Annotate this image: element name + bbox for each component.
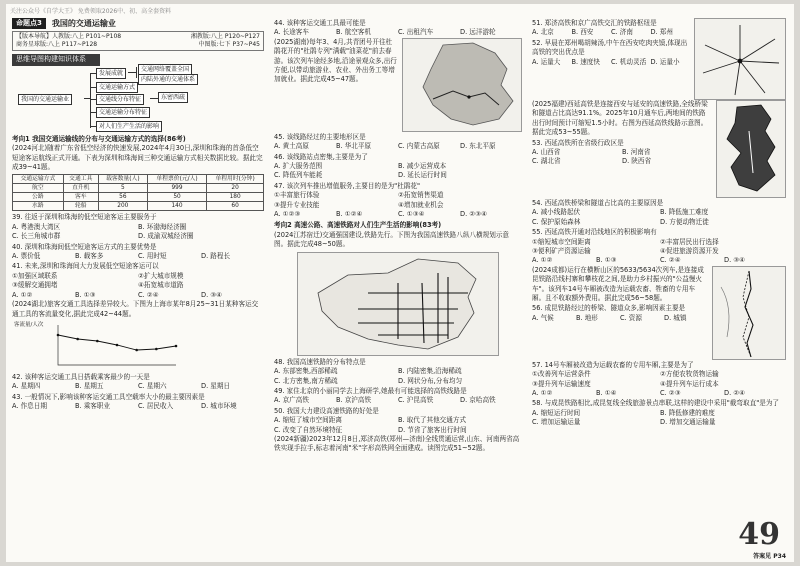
options-56 — [532, 314, 708, 323]
options-40 — [12, 252, 264, 261]
option[interactable]: B. 西安 — [571, 28, 594, 37]
options-45 — [274, 142, 522, 151]
option[interactable]: D. 运量小 — [650, 57, 680, 66]
option[interactable]: A. 星期四 — [12, 382, 41, 391]
mindmap-leaf: 东密西疏 — [158, 92, 188, 103]
question-intro: (2024湖北)旅客交通工具选择差异较大。下图为上海市某年8月25~31日某种客运交通工具的客流量变化,据此完成42~44题。 — [12, 300, 259, 318]
xiyan-hsr-map — [716, 100, 786, 198]
question-57: 57. 14号车厢被改造为运载农畜的专用车厢,主要是为了 — [532, 360, 694, 369]
option[interactable]: A. 北京 — [532, 28, 554, 37]
option[interactable]: B. 载客多 — [75, 252, 104, 261]
version-row-text: 湘教版:八上 P120~P127 — [190, 33, 260, 41]
heilongjiang-map — [402, 38, 522, 132]
option[interactable]: B. 取代了其他交通方式 — [398, 416, 467, 425]
option[interactable]: A. 运量大 — [532, 57, 561, 66]
option[interactable]: C. 资源 — [620, 313, 642, 322]
mindmap-leaf: 内陆外通的交通体系 — [138, 74, 198, 85]
data-point — [116, 344, 119, 347]
option[interactable]: B. 降低修建的难度 — [660, 408, 715, 417]
option[interactable]: D. 京哈高铁 — [460, 396, 496, 405]
option[interactable]: D. 城镇 — [664, 313, 687, 322]
option[interactable]: A. 缩短运行时间 — [532, 408, 581, 417]
header-note: 关注公众号《自学大王》 免费领取2026中、初、高全套资料 — [10, 8, 172, 15]
table-cell: 直升机 — [63, 184, 98, 193]
china-hsr-map — [297, 252, 499, 356]
statement: ③提升列车运输速度 — [532, 379, 591, 388]
option[interactable]: D. 陕西省 — [622, 157, 652, 166]
option[interactable]: D. 成渝双城经济圈 — [138, 232, 194, 241]
option[interactable]: C. 改变了自然环境特征 — [274, 425, 343, 434]
question-41: 41. 未来,深圳和珠海间大力发展低空短途客运可以 — [12, 262, 159, 271]
option[interactable]: D. 增加交通运输量 — [660, 418, 716, 427]
statement: ④提升列车运行成本 — [660, 379, 719, 388]
column-2 — [274, 18, 522, 454]
mindmap — [12, 65, 264, 132]
section-heading: 考向2 高速公路、高速铁路对人们生产生活的影响(83考) — [274, 221, 442, 230]
option[interactable]: D. 城市环境 — [201, 402, 237, 411]
table-header: 交通工具 — [63, 175, 98, 184]
option[interactable]: B. 内陆密集,沿海稀疏 — [398, 367, 462, 376]
question-56: 56. 成昆铁路经过的桥梁、隧道众多,影响因素主要是 — [532, 304, 686, 313]
question-intro: (2025湖南)每年3、4月,共青团号开往杜鹃花开的"杜鹃专列"满载"油菜花"前去春游。该次列车途经多地,沿途景观众多,出行方便,以带动旅游业、农业、外出务工等增加就业。据此完成45~47题。 — [274, 37, 397, 84]
question-47: 47. 该次列车推出增值服务,主要目的是为"杜鹃花" — [274, 181, 421, 190]
table-row — [13, 193, 264, 202]
section-heading: 考向1 我国交通运输线的分布与交通运输方式的选择(86考) — [12, 134, 186, 143]
option[interactable]: A. 长途客车 — [274, 28, 309, 37]
option[interactable]: C. ①③④ — [398, 210, 425, 219]
option[interactable]: A. 粤港澳大湾区 — [12, 222, 61, 231]
options-51 — [532, 28, 690, 37]
option[interactable]: C. 用时短 — [138, 252, 167, 261]
question-intro: (2025福建)西延高铁是连接西安与延安的高速铁路,全线桥梁和隧道占比高达91.1%。2025年10月通车后,两地间的铁路出行时间预计可缩短1.5小时。右图为西延高铁线路示意图。据此完成53~55题。 — [532, 100, 708, 137]
option[interactable]: A. ①② — [12, 290, 33, 299]
table-cell: 20 — [207, 184, 264, 193]
question-55: 55. 西延高铁开通对沿线地区的积极影响有 — [532, 228, 657, 237]
option[interactable]: C. 湖北省 — [532, 157, 561, 166]
option[interactable]: C. 增加运输运量 — [532, 418, 581, 427]
question-48: 48. 我国高速铁路的分布特点是 — [274, 357, 366, 366]
table-header: 交通运输方式 — [13, 175, 64, 184]
china-map-svg — [298, 253, 498, 355]
table-cell: 60 — [207, 202, 264, 211]
option[interactable]: A. 扩大服务范围 — [274, 162, 323, 171]
question-44: 44. 该种客运交通工具最可能是 — [274, 19, 366, 27]
statements-57 — [532, 370, 788, 389]
statement: ③便利矿产资源运输 — [532, 247, 591, 256]
table-header: 单程票价(元/人) — [147, 175, 206, 184]
option[interactable]: A. 气候 — [532, 313, 554, 322]
option[interactable]: A. 京广高铁 — [274, 396, 309, 405]
option[interactable]: D. 东北平原 — [460, 142, 496, 151]
statement: ①缩短城市空间距离 — [532, 237, 591, 246]
option[interactable]: B. ①②④ — [336, 210, 363, 219]
question-intro: (2024成都)运行在横断山区的5633/5634次列车,是连接成昆铁路沿线村寨和攀枝花之间,是助力乡村振兴的"公益慢火车"。该列车14号车厢被改造为运载农畜、牲畜的专用车厢。且不收取额外费用。据此完成56~58题。 — [532, 265, 704, 303]
question-49: 49. 家住北京的小丽同学去上海研学,她最有可能选择的高铁线路是 — [274, 386, 467, 395]
zhengzhou-hub-map — [694, 18, 786, 100]
transport-table — [12, 174, 264, 211]
statement: ②丰富居民出行选择 — [660, 237, 719, 246]
options-54 — [532, 208, 788, 227]
option[interactable]: C. 星期六 — [138, 382, 167, 391]
option[interactable]: B. 星期五 — [75, 382, 104, 391]
table-header: 单程用时(分钟) — [207, 175, 264, 184]
mindmap-branch: 发展成就 — [96, 68, 126, 79]
option[interactable]: C. 长三角城市群 — [12, 232, 61, 241]
data-point — [155, 348, 158, 351]
option[interactable]: A. 东部密集,西部稀疏 — [274, 367, 338, 376]
option[interactable]: D. 延长运行时间 — [398, 171, 447, 180]
question-50: 50. 我国大力建设高速铁路的好处是 — [274, 406, 379, 415]
options-49 — [274, 396, 522, 405]
chart-y-label: 客流量/人次 — [14, 321, 44, 328]
option[interactable]: D. 路程长 — [201, 252, 231, 261]
option[interactable]: D. ②④ — [724, 389, 746, 398]
mindmap-leaf: 交通网络覆盖全国 — [138, 64, 192, 75]
statement: ②扩大城市规模 — [138, 271, 184, 280]
table-cell: 999 — [147, 184, 206, 193]
statement: ②方便农牧货物运输 — [660, 370, 719, 379]
option[interactable]: A. ①② — [532, 256, 553, 265]
column-1 — [12, 18, 264, 412]
question-42: 42. 该种客运交通工具日搭载乘客最少的一天是 — [12, 372, 150, 381]
passenger-flow-chart — [14, 321, 182, 371]
question-45: 45. 该线路经过的主要地形区是 — [274, 132, 366, 141]
option[interactable]: B. ①④ — [596, 389, 617, 398]
table-cell: 航空 — [13, 184, 64, 193]
statement: ①加强区域联系 — [12, 271, 58, 280]
option[interactable]: D. 方便动物迁徙 — [660, 217, 709, 226]
options-44 — [274, 28, 522, 37]
option[interactable]: B. 京沪高铁 — [336, 396, 372, 405]
statement: ④促进旅游资源开发 — [660, 247, 719, 256]
table-cell: 50 — [147, 193, 206, 202]
version-row-text: 中图版:七下 P37~P45 — [198, 41, 260, 49]
option[interactable]: C. ②④ — [138, 290, 159, 299]
table-cell: 水路 — [13, 202, 64, 211]
option[interactable]: B. 乘客职业 — [75, 402, 111, 411]
topic-tag: 命题点3 — [12, 18, 46, 29]
option[interactable]: A. 减小线路起伏 — [532, 208, 581, 217]
statements-55 — [532, 238, 788, 257]
option[interactable]: D. ③④ — [724, 256, 746, 265]
option[interactable]: A. ①②③ — [274, 210, 301, 219]
xiyan-map-svg — [717, 101, 785, 197]
chengkun-rail-map — [712, 266, 786, 360]
version-row-text: 商务星球版:八上 P117~P128 — [16, 41, 98, 49]
option[interactable]: D. 节省了旅客出行时间 — [398, 425, 467, 434]
statements-41 — [12, 272, 264, 291]
topic-heading — [12, 18, 264, 29]
series-line — [58, 335, 176, 350]
data-point — [76, 338, 79, 341]
statement: ④拓宽城市道路 — [138, 281, 184, 290]
statement: ②拓宽销售渠道 — [398, 191, 444, 200]
table-cell: 180 — [207, 193, 264, 202]
question-43: 43. 一般情况下,影响该种客运交通工具空载率大小的最主要因素是 — [12, 392, 205, 401]
question-intro: (2024河北)随着广东省低空经济的快速发展,2024年4月30日,深圳和珠海的首条低空短途客运航线正式开通。下表为深圳和珠海间三种交通运输方式相关数据比较。据此完成39~41题。 — [12, 144, 263, 172]
data-point — [96, 340, 99, 343]
options-42 — [12, 382, 264, 391]
exam-page — [6, 4, 794, 562]
statement: ③缓解交通拥堵 — [12, 281, 58, 290]
statements-47 — [274, 191, 522, 210]
answer-ref: 答案见 P34 — [753, 553, 786, 560]
version-row-text: 【版本导航】人教版:八上 P101~P108 — [16, 33, 122, 41]
mindmap-branch: 交通线分布特征 — [96, 94, 144, 105]
option[interactable]: B. ①③ — [596, 256, 617, 265]
question-intro: (2024新疆)2023年12月8日,郑济高铁(郑州—济南)全线贯通运营,山东、河南两省高铁实现手拉手,标志着河南"米"字形高铁网全面建成。读图完成51~52题。 — [274, 434, 520, 453]
option[interactable]: D. ②③④ — [460, 210, 488, 219]
mindmap-root: 我国的交通运输业 — [18, 94, 72, 105]
table-cell: 200 — [98, 202, 147, 211]
question-51: 51. 郑济高铁和京广高铁交汇的铁路枢纽是 — [532, 19, 657, 27]
options-46 — [274, 162, 522, 181]
options-48 — [274, 367, 522, 386]
option[interactable]: D. 远洋游轮 — [460, 28, 496, 37]
option[interactable]: C. 居民收入 — [138, 402, 174, 411]
version-nav-box — [12, 31, 264, 51]
option[interactable]: C. 内蒙古高原 — [398, 142, 440, 151]
statement: ③提升专业技能 — [274, 200, 320, 209]
option[interactable]: A. 山西省 — [532, 148, 561, 157]
option[interactable]: C. ②④ — [660, 256, 681, 265]
option[interactable]: B. 航空客机 — [336, 28, 372, 37]
option[interactable]: C. 北方密集,南方稀疏 — [274, 376, 338, 385]
table-cell: 客车 — [63, 193, 98, 202]
options-58 — [532, 409, 788, 428]
table-cell: 140 — [147, 202, 206, 211]
option[interactable]: D. 网状分布,分布均匀 — [398, 376, 463, 385]
option[interactable]: C. 保护原始森林 — [532, 217, 581, 226]
statement: ④增加就业机会 — [398, 200, 444, 209]
table-cell: 56 — [98, 193, 147, 202]
option[interactable]: B. 速度快 — [571, 57, 600, 66]
options-50 — [274, 416, 522, 435]
chengkun-map-svg — [713, 267, 785, 359]
option[interactable]: C. ②③ — [660, 389, 681, 398]
question-intro: (2024江苏宿迁)交通强国建设,铁路先行。下图为我国高速铁路八纵八横规划示意图。据此完成48~50题。 — [274, 230, 510, 249]
table-row — [13, 202, 264, 211]
option[interactable]: B. 降低施工难度 — [660, 208, 709, 217]
question-46: 46. 该线路站点密集,主要是为了 — [274, 152, 368, 161]
hub-map-svg — [695, 19, 785, 99]
question-40: 40. 深圳和珠海间低空短途客运方式的主要优势是 — [12, 242, 157, 251]
options-52 — [532, 58, 690, 67]
options-47 — [274, 210, 522, 219]
column-3 — [532, 18, 788, 428]
option[interactable]: D. 郑州 — [650, 28, 673, 37]
topic-title: 我国的交通运输业 — [51, 19, 116, 28]
options-39 — [12, 223, 264, 242]
mindmap-branch: 交通运输分布特征 — [96, 107, 150, 118]
option[interactable]: D. ③④ — [201, 290, 223, 299]
option[interactable]: C. 出租汽车 — [398, 28, 434, 37]
option[interactable]: B. 地形 — [576, 313, 598, 322]
option[interactable]: B. 河南省 — [622, 148, 651, 157]
option[interactable]: B. 环渤海经济圈 — [138, 222, 187, 231]
option[interactable]: C. 济南 — [611, 28, 633, 37]
option[interactable]: C. 降低列车能耗 — [274, 171, 323, 180]
table-header: 载客数量(人) — [98, 175, 147, 184]
question-58: 58. 与成昆铁路相比,成昆复线全线旅游景点串联,这样的建设中采用"截弯取直"是为了 — [532, 399, 780, 408]
table-cell: 轮船 — [63, 202, 98, 211]
option[interactable]: D. 星期日 — [201, 382, 231, 391]
province-map-svg — [403, 39, 521, 131]
data-point — [135, 349, 138, 352]
mindmap-band: 思维导图构建知识体系 — [12, 54, 100, 65]
options-55 — [532, 256, 788, 265]
page-number: 49 — [738, 517, 780, 552]
table-row — [13, 184, 264, 193]
data-point — [57, 334, 60, 337]
option[interactable]: A. 缩短了城市空间距离 — [274, 416, 342, 425]
option[interactable]: B. 华北平原 — [336, 142, 372, 151]
options-53 — [532, 148, 712, 167]
option[interactable]: A. ①② — [532, 389, 553, 398]
question-39: 39. 往返于深圳和珠海的低空短途客运主要服务于 — [12, 213, 157, 222]
question-52: 52. 早晨在郑州喝胡辣汤,中午在西安吃肉夹馍,体现出高铁的突出优点是 — [532, 38, 688, 57]
chart-svg — [52, 321, 182, 371]
option[interactable]: B. ①③ — [75, 290, 96, 299]
option[interactable]: A. 黄土高原 — [274, 142, 309, 151]
option[interactable]: A. 作息日期 — [12, 402, 47, 411]
options-41 — [12, 291, 264, 300]
mindmap-branch: 对人们生产生活的影响 — [96, 121, 162, 132]
data-point — [175, 345, 178, 348]
option[interactable]: C. 机动灵活 — [611, 57, 647, 66]
table-cell: 公路 — [13, 193, 64, 202]
options-43 — [12, 402, 264, 411]
question-54: 54. 西延高铁桥梁和隧道占比高的主要原因是 — [532, 199, 664, 207]
statement: ①改善列车运营条件 — [532, 370, 591, 379]
question-53: 53. 西延高铁所在省级行政区是 — [532, 138, 624, 147]
statement: ①丰富旅行体验 — [274, 191, 320, 200]
options-57 — [532, 389, 788, 398]
table-cell: 5 — [98, 184, 147, 193]
mindmap-branch: 交通运输方式 — [96, 82, 138, 93]
option[interactable]: C. 沪昆高铁 — [398, 396, 434, 405]
option[interactable]: A. 票价低 — [12, 252, 41, 261]
option[interactable]: B. 减少运营成本 — [398, 162, 447, 171]
